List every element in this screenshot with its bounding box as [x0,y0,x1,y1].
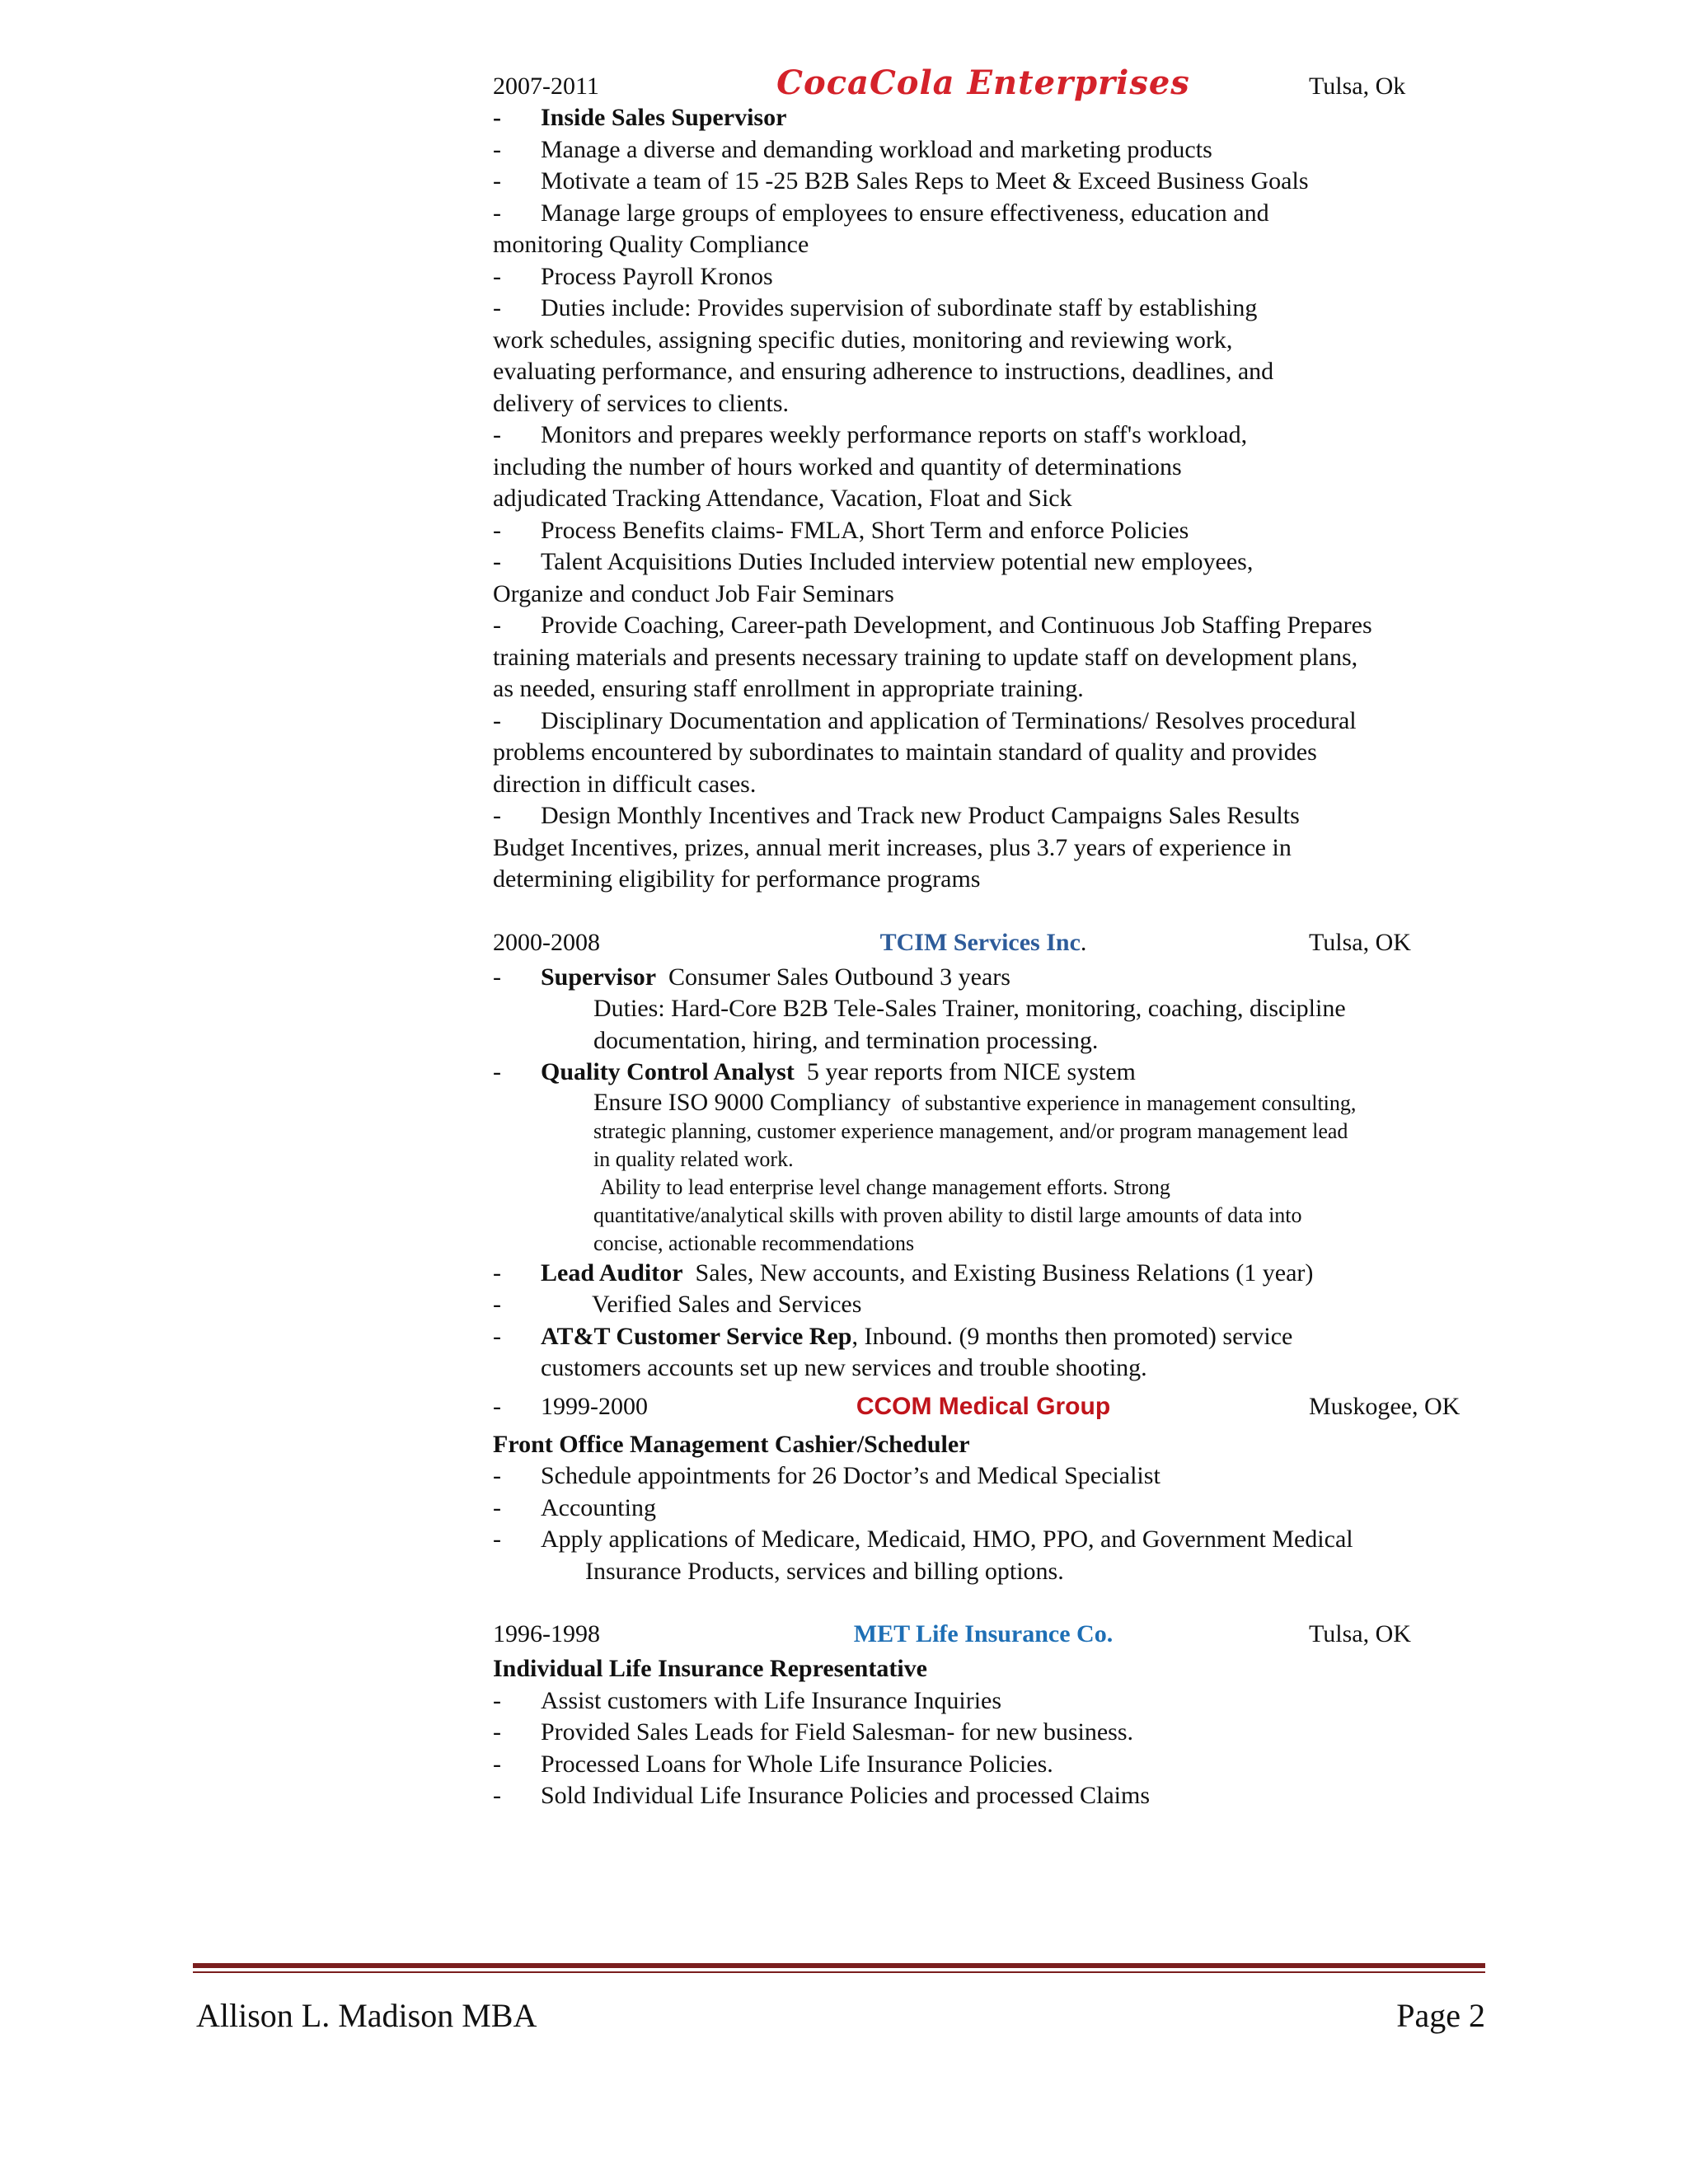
list-item-continuation: adjudicated Tracking Attendance, Vacation, Float and Sick [493,485,1072,512]
list-item-continuation: determining eligibility for performance programs [493,865,981,893]
list-item-continuation: evaluating performance, and ensuring adherence to instructions, deadlines, and [493,358,1274,385]
job-location: Tulsa, OK [1309,928,1411,956]
list-item: - Processed Loans for Whole Life Insurance Policies. [493,1750,1053,1778]
list-item: - Manage large groups of employees to ensure effectiveness, education and [493,199,1269,227]
list-item: - Process Payroll Kronos [493,262,773,290]
duties-text: documentation, hiring, and termination processing. [593,1026,1099,1054]
job-title: Individual Life Insurance Representative [493,1655,927,1682]
list-item-continuation: monitoring Quality Compliance [493,231,809,258]
list-item: - Duties include: Provides supervision of subordinate staff by establishing [493,294,1258,321]
footer-rule-thin [193,1971,1485,1973]
list-item-continuation: training materials and presents necessary training to update staff on development plans, [493,643,1358,671]
job-location: Muskogee, OK [1309,1392,1461,1420]
list-item: - Disciplinary Documentation and application of Terminations/ Resolves procedural [493,706,1357,734]
job-years: 1999-2000 [541,1392,648,1420]
list-item: - AT&T Customer Service Rep, Inbound. (9 months then promoted) service [493,1322,1293,1350]
list-item: - Schedule appointments for 26 Doctor’s and Medical Specialist [493,1462,1160,1489]
company-name: MET Life Insurance Co. [853,1620,1114,1647]
job-title: Front Office Management Cashier/Scheduler [493,1430,970,1458]
list-item: - Motivate a team of 15 -25 B2B Sales Reps to Meet & Exceed Business Goals [493,167,1309,194]
job-header-tcim [493,927,1482,962]
footer-rule-thick [193,1963,1485,1968]
list-item: - Manage a diverse and demanding workload and marketing products [493,135,1212,163]
list-item-continuation: Organize and conduct Job Fair Seminars [493,579,894,607]
footer-name: Allison L. Madison MBA [196,1997,537,2034]
list-item: - Monitors and prepares weekly performance reports on staff's workload, [493,421,1248,448]
list-item: - Accounting [493,1493,656,1521]
list-item-continuation: Budget Incentives, prizes, annual merit increases, plus 3.7 years of experience in [493,833,1292,861]
list-item-continuation: customers accounts set up new services and trouble shooting. [541,1354,1147,1381]
job-years: 1996-1998 [493,1620,600,1647]
list-item-continuation: problems encountered by subordinates to maintain standard of quality and provides [493,738,1317,766]
job-location: Tulsa, Ok [1309,73,1406,100]
company-name: TCIM Services Inc. [879,928,1087,956]
job-years: 2000-2008 [493,928,600,956]
job-location: Tulsa, OK [1309,1620,1411,1647]
list-item-continuation: direction in difficult cases. [493,770,757,798]
list-item: - Assist customers with Life Insurance Inquiries [493,1686,1002,1714]
job-title: - Inside Sales Supervisor [493,104,787,131]
company-name: CCOM Medical Group [856,1392,1111,1420]
list-item: - Talent Acquisitions Duties Included interview potential new employees, [493,548,1254,575]
coca-cola-logo: CocaCola Enterprises [776,63,1190,102]
list-item: - Design Monthly Incentives and Track new Product Campaigns Sales Results [493,802,1300,829]
job-years: 2007-2011 [493,73,599,100]
duties-text: Duties: Hard-Core B2B Tele-Sales Trainer, monitoring, coaching, discipline [593,995,1346,1022]
qc-details: Ensure ISO 9000 Compliancy of substantive experience in management consulting, strategic planning, customer experience management, and/or program management lead in quality related work. Ability to lead enterprise level change management efforts. Strong quantitative/analytical skills with proven ability to distil large amounts of data into concise, actionable recommendations [593,1088,1357,1255]
page-footer [196,1996,1485,2035]
list-item: - Provide Coaching, Career-path Development, and Continuous Job Staffing Prepares [493,612,1372,639]
list-item-continuation: work schedules, assigning specific duties, monitoring and reviewing work, [493,326,1233,354]
footer-page-number: Page 2 [1396,1997,1485,2034]
list-item-continuation: Insurance Products, services and billing options. [585,1557,1064,1585]
list-item: - Provided Sales Leads for Field Salesman- for new business. [493,1718,1134,1746]
job-header-ccom: - 1999-2000 CCOM Medical Group Muskogee, OK [493,1391,1482,1426]
list-item-continuation: as needed, ensuring staff enrollment in appropriate training. [493,675,1084,702]
list-item: - Lead Auditor Sales, New accounts, and Existing Business Relations (1 year) [493,1258,1314,1286]
list-item: - Quality Control Analyst 5 year reports from NICE system [493,1058,1136,1085]
list-item-continuation: delivery of services to clients. [493,389,790,417]
list-item: - Verified Sales and Services [493,1291,862,1318]
resume-page-content [493,63,1482,1812]
job-header-metlife [493,1619,1482,1653]
list-item: - Sold Individual Life Insurance Policies and processed Claims [493,1782,1150,1809]
job-header-coca-cola [493,63,1482,102]
list-item-continuation: including the number of hours worked and quantity of determinations [493,452,1182,480]
list-item: - Supervisor Consumer Sales Outbound 3 years [493,963,1010,991]
list-item: - Process Benefits claims- FMLA, Short Term and enforce Policies [493,516,1189,544]
list-item: - Apply applications of Medicare, Medicaid, HMO, PPO, and Government Medical [493,1526,1353,1553]
